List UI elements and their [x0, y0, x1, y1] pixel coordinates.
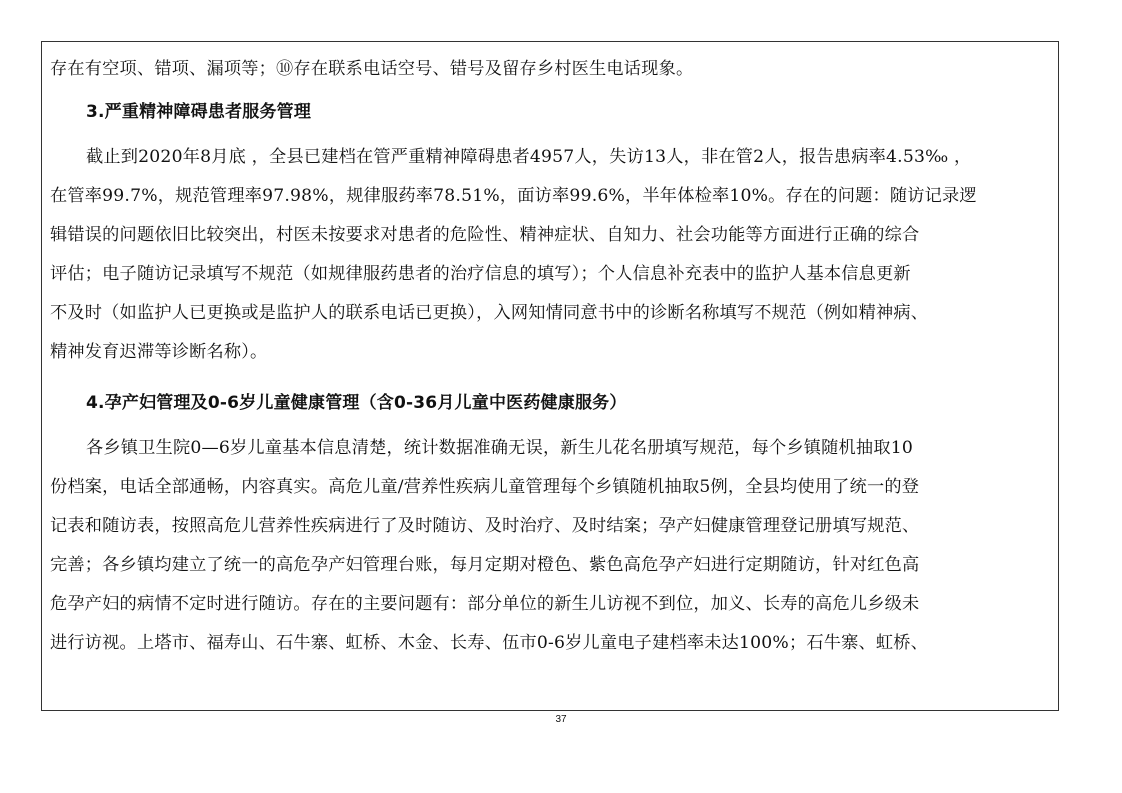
paragraph-line: 进行访视。上塔市、福寿山、石牛寨、虹桥、木金、长寿、伍市0-6岁儿童电子建档率未达100%；石牛寨、虹桥、 [50, 633, 929, 653]
paragraph-line: 不及时（如监护人已更换或是监护人的联系电话已更换），入网知情同意书中的诊断名称填写不规范（例如精神病、 [50, 303, 929, 323]
paragraph-line: 完善；各乡镇均建立了统一的高危孕产妇管理台账，每月定期对橙色、紫色高危孕产妇进行定期随访，针对红色高 [50, 555, 920, 575]
paragraph-line: 在管率99.7%，规范管理率97.98%，规律服药率78.51%，面访率99.6%，半年体检率10%。存在的问题：随访记录逻 [50, 186, 977, 206]
paragraph-line: 评估；电子随访记录填写不规范（如规律服药患者的治疗信息的填写）；个人信息补充表中的监护人基本信息更新 [50, 264, 911, 284]
page-number: 37 [555, 714, 567, 725]
paragraph-line: 危孕产妇的病情不定时进行随访。存在的主要问题有：部分单位的新生儿访视不到位，加义、长寿的高危儿乡级未 [50, 594, 920, 614]
section-heading-4: 4.孕产妇管理及0-6岁儿童健康管理（含0-36月儿童中医药健康服务） [86, 393, 627, 413]
paragraph-line: 截止到2020年8月底 ，全县已建档在管严重精神障碍患者4957人，失访13人，非在管2人，报告患病率4.53‰ ， [86, 147, 972, 167]
section-heading-3: 3.严重精神障碍患者服务管理 [86, 102, 312, 122]
paragraph-line: 份档案，电话全部通畅，内容真实。高危儿童/营养性疾病儿童管理每个乡镇随机抽取5例，全县均使用了统一的登 [50, 477, 920, 497]
paragraph-line: 存在有空项、错项、漏项等；⑩存在联系电话空号、错号及留存乡村医生电话现象。 [50, 59, 694, 79]
page-frame [41, 41, 1059, 711]
paragraph-line: 各乡镇卫生院0—6岁儿童基本信息清楚，统计数据准确无误，新生儿花名册填写规范，每个乡镇随机抽取10 [86, 438, 913, 458]
paragraph-line: 记表和随访表，按照高危儿营养性疾病进行了及时随访、及时治疗、及时结案；孕产妇健康管理登记册填写规范、 [50, 516, 920, 536]
paragraph-line: 精神发育迟滞等诊断名称）。 [50, 342, 268, 362]
paragraph-line: 辑错误的问题依旧比较突出，村医未按要求对患者的危险性、精神症状、自知力、社会功能等方面进行正确的综合 [50, 225, 920, 245]
